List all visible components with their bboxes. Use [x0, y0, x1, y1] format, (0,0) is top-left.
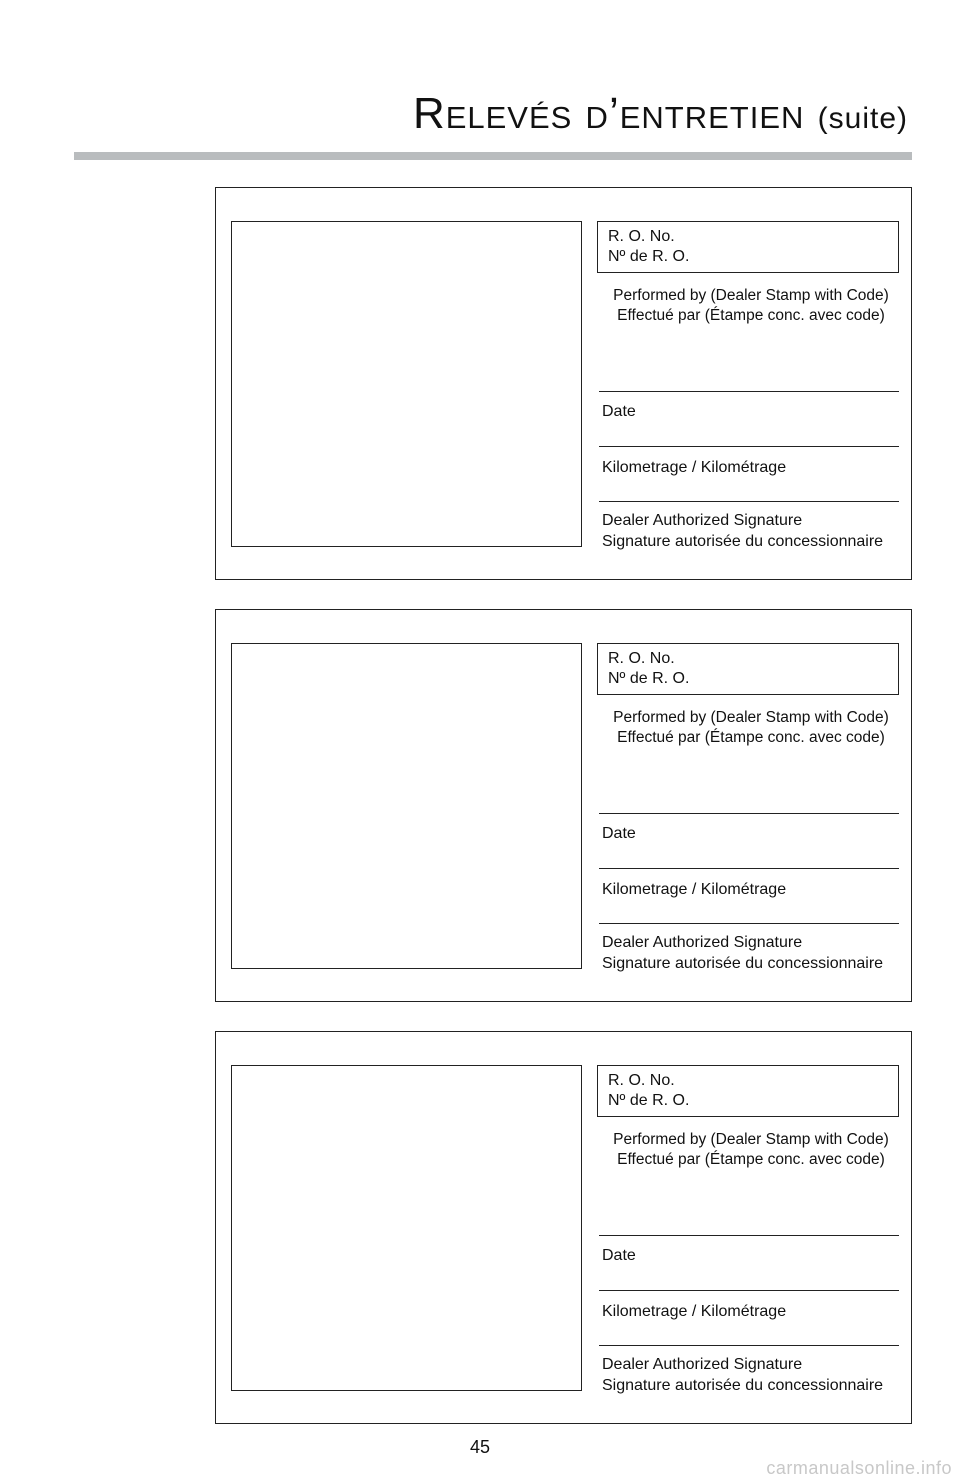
page-title-text: Relevés d’entretien [412, 89, 805, 138]
performed-by-fr: Effectué par (Étampe conc. avec code) [617, 307, 885, 324]
ro-number-field[interactable] [597, 221, 899, 273]
title-rule [74, 152, 912, 160]
mileage-line[interactable] [599, 1290, 899, 1291]
performed-by-en: Performed by (Dealer Stamp with Code) [613, 709, 889, 726]
signature-label-fr: Signature autorisée du concessionnaire [602, 533, 884, 550]
signature-label-fr: Signature autorisée du concessionnaire [602, 955, 884, 972]
date-line[interactable] [599, 1235, 899, 1236]
signature-label [602, 932, 883, 974]
ro-label-fr: Nº de R. O. [608, 670, 690, 687]
signature-label [602, 1354, 883, 1396]
mileage-line[interactable] [599, 446, 899, 447]
page-title-suffix: (suite) [817, 102, 908, 135]
stamp-area[interactable] [231, 643, 582, 969]
mileage-line[interactable] [599, 868, 899, 869]
ro-label-en: R. O. No. [608, 228, 675, 245]
signature-label [602, 510, 883, 552]
performed-by-en: Performed by (Dealer Stamp with Code) [613, 287, 889, 304]
date-label: Date [602, 1247, 636, 1264]
performed-by-label [586, 708, 916, 748]
mileage-label: Kilometrage / Kilométrage [602, 459, 787, 476]
ro-label-fr: Nº de R. O. [608, 248, 690, 265]
stamp-area[interactable] [231, 221, 582, 547]
ro-label-en: R. O. No. [608, 1072, 675, 1089]
performed-by-fr: Effectué par (Étampe conc. avec code) [617, 1151, 885, 1168]
date-line[interactable] [599, 391, 899, 392]
signature-line[interactable] [599, 501, 899, 502]
performed-by-label [586, 286, 916, 326]
date-label: Date [602, 825, 636, 842]
signature-line[interactable] [599, 1345, 899, 1346]
maintenance-record-1 [215, 187, 912, 580]
mileage-label: Kilometrage / Kilométrage [602, 881, 787, 898]
performed-by-fr: Effectué par (Étampe conc. avec code) [617, 729, 885, 746]
performed-by-en: Performed by (Dealer Stamp with Code) [613, 1131, 889, 1148]
maintenance-record-3 [215, 1031, 912, 1424]
ro-label-fr: Nº de R. O. [608, 1092, 690, 1109]
signature-label-en: Dealer Authorized Signature [602, 934, 803, 951]
ro-label-en: R. O. No. [608, 650, 675, 667]
signature-label-en: Dealer Authorized Signature [602, 512, 803, 529]
page-number: 45 [469, 1437, 491, 1457]
watermark: carmanualsonline.info [766, 1458, 952, 1478]
performed-by-label [586, 1130, 916, 1170]
mileage-label: Kilometrage / Kilométrage [602, 1303, 787, 1320]
signature-label-fr: Signature autorisée du concessionnaire [602, 1377, 884, 1394]
date-label: Date [602, 403, 636, 420]
ro-number-field[interactable] [597, 643, 899, 695]
ro-number-field[interactable] [597, 1065, 899, 1117]
signature-line[interactable] [599, 923, 899, 924]
page-title [412, 89, 908, 138]
maintenance-record-2 [215, 609, 912, 1002]
date-line[interactable] [599, 813, 899, 814]
signature-label-en: Dealer Authorized Signature [602, 1356, 803, 1373]
stamp-area[interactable] [231, 1065, 582, 1391]
